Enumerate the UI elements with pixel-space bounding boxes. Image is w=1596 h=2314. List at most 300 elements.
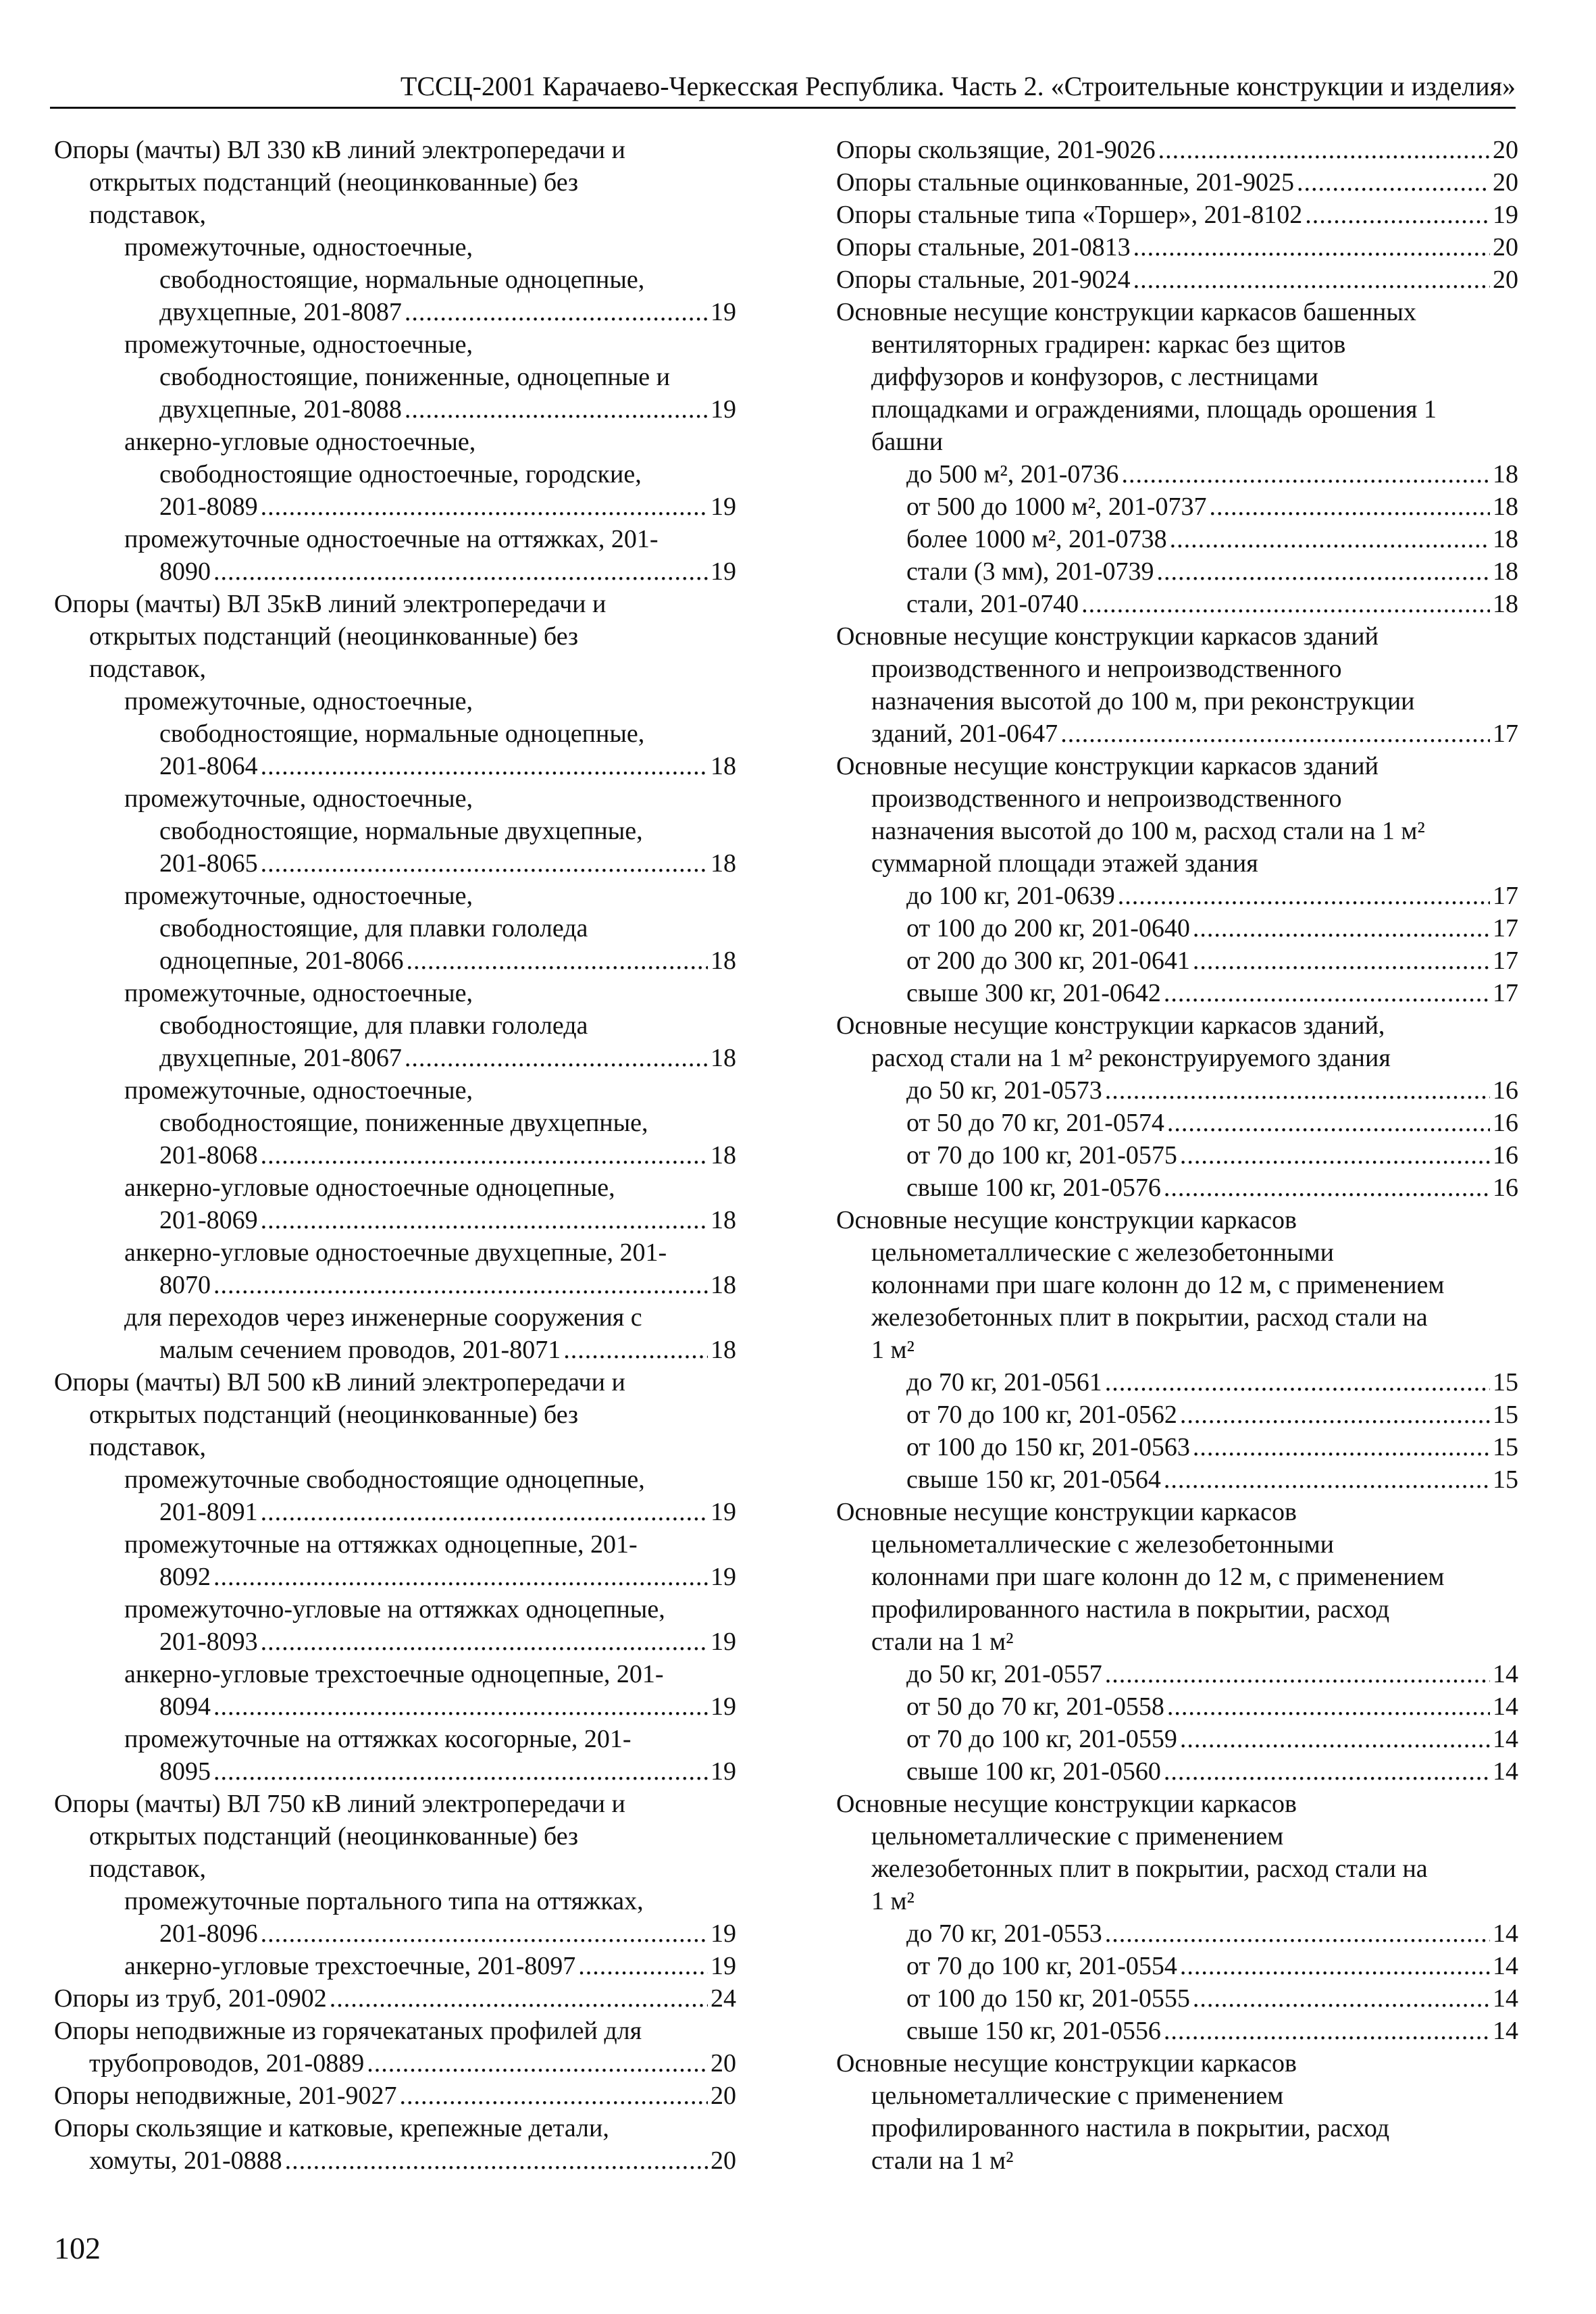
- index-line: [906, 1723, 1518, 1755]
- index-entry-text: цельнометаллические с применением: [871, 1822, 1284, 1851]
- index-entry-text: стали (3 мм), 201-0739: [906, 557, 1154, 586]
- index-line: [159, 847, 736, 880]
- index-entry-text: 8094: [159, 1692, 211, 1721]
- index-line: [89, 1431, 736, 1463]
- index-line: [159, 1917, 736, 1950]
- index-line: [159, 912, 736, 945]
- index-line: [906, 1139, 1518, 1172]
- index-entry-text: промежуточные, одностоечные,: [124, 687, 473, 715]
- index-line: [906, 491, 1518, 523]
- index-line: [906, 1107, 1518, 1139]
- index-entry-text: Опоры неподвижные, 201-9027: [54, 2082, 397, 2110]
- index-entry-text: 201-8093: [159, 1628, 258, 1656]
- index-line: [836, 1496, 1518, 1528]
- index-entry-text: Основные несущие конструкции каркасов зданий,: [836, 1011, 1385, 1040]
- index-entry-text: 8092: [159, 1563, 211, 1591]
- index-page-ref: 19: [711, 1563, 736, 1591]
- index-line: [124, 685, 736, 718]
- index-entry-text: подставок,: [89, 1433, 207, 1461]
- index-entry-text: Опоры скользящие, 201-9026: [836, 136, 1156, 164]
- index-line: [871, 1853, 1518, 1885]
- index-line: [836, 134, 1518, 166]
- dot-leader: [1210, 491, 1490, 523]
- index-line: [124, 1723, 736, 1755]
- dot-leader: [1164, 1463, 1490, 1496]
- index-entry-text: Опоры из труб, 201-0902: [54, 1984, 327, 2013]
- index-line: [906, 1463, 1518, 1496]
- index-entry-text: 8095: [159, 1757, 211, 1786]
- index-entry-text: свыше 300 кг, 201-0642: [906, 979, 1161, 1007]
- dot-leader: [1193, 1982, 1490, 2015]
- index-entry-text: анкерно-угловые одностоечные,: [124, 428, 476, 456]
- dot-leader: [1105, 1366, 1490, 1399]
- index-line: [159, 1042, 736, 1074]
- index-entry-text: Основные несущие конструкции каркасов: [836, 1206, 1297, 1234]
- index-page-ref: 19: [711, 493, 736, 521]
- index-entry-text: от 70 до 100 кг, 201-0554: [906, 1952, 1177, 1980]
- dot-leader: [1060, 718, 1490, 750]
- index-line: [124, 1658, 736, 1690]
- index-entry-text: хомуты, 201-0888: [89, 2146, 282, 2175]
- index-entry-text: от 100 до 200 кг, 201-0640: [906, 914, 1190, 942]
- index-page-ref: 16: [1493, 1141, 1518, 1169]
- index-entry-text: 201-8068: [159, 1141, 258, 1169]
- dot-leader: [1121, 458, 1490, 491]
- index-line: [871, 2144, 1518, 2177]
- dot-leader: [261, 1204, 708, 1236]
- index-page-ref: 17: [1493, 914, 1518, 942]
- dot-leader: [285, 2144, 708, 2177]
- index-entry-text: от 200 до 300 кг, 201-0641: [906, 947, 1190, 975]
- index-line: [836, 166, 1518, 199]
- index-page-ref: 18: [711, 1336, 736, 1364]
- index-page-ref: 19: [711, 1952, 736, 1980]
- dot-leader: [1164, 1172, 1490, 1204]
- index-line: [159, 815, 736, 847]
- index-page-ref: 18: [711, 1044, 736, 1072]
- index-line: [836, 296, 1518, 328]
- dot-leader: [1193, 1431, 1490, 1463]
- index-page-ref: 14: [1493, 1984, 1518, 2013]
- index-entry-text: от 500 до 1000 м², 201-0737: [906, 493, 1207, 521]
- index-line: [159, 1626, 736, 1658]
- index-entry-text: до 70 кг, 201-0553: [906, 1919, 1102, 1948]
- index-entry-text: промежуточные портального типа на оттяжках,: [124, 1887, 644, 1915]
- index-entry-text: до 50 кг, 201-0573: [906, 1076, 1102, 1105]
- index-entry-text: 201-8096: [159, 1919, 258, 1948]
- dot-leader: [213, 1690, 708, 1723]
- index-entry-text: 8070: [159, 1271, 211, 1299]
- index-entry-text: Опоры стальные типа «Торшер», 201-8102: [836, 201, 1303, 229]
- index-entry-text: профилированного настила в покрытии, расход: [871, 1595, 1390, 1624]
- index-line: [124, 1172, 736, 1204]
- index-line: [159, 1204, 736, 1236]
- index-entry-text: подставок,: [89, 201, 207, 229]
- index-entry-text: колоннами при шаге колонн до 12 м, с применением: [871, 1271, 1445, 1299]
- index-line: [159, 296, 736, 328]
- dot-leader: [1193, 912, 1490, 945]
- index-entry-text: Основные несущие конструкции каркасов: [836, 1498, 1297, 1526]
- index-line: [906, 1658, 1518, 1690]
- dot-leader: [367, 2047, 708, 2080]
- index-line: [906, 880, 1518, 912]
- index-entry-text: свободностоящие, нормальные одноцепные,: [159, 720, 645, 748]
- index-line: [54, 134, 736, 166]
- index-page-ref: 20: [1493, 266, 1518, 294]
- index-page-ref: 18: [1493, 493, 1518, 521]
- index-page-ref: 19: [711, 298, 736, 326]
- index-entry-text: Опоры стальные, 201-0813: [836, 233, 1131, 261]
- dot-leader: [1105, 1074, 1490, 1107]
- index-line: [871, 1528, 1518, 1561]
- index-line: [871, 718, 1518, 750]
- index-entry-text: промежуточные одностоечные на оттяжках, 201-: [124, 525, 659, 553]
- index-line: [159, 750, 736, 782]
- index-entry-text: свыше 150 кг, 201-0564: [906, 1465, 1161, 1494]
- index-line: [54, 1788, 736, 1820]
- index-line: [54, 2015, 736, 2047]
- index-line: [124, 1528, 736, 1561]
- index-page-ref: 24: [711, 1984, 736, 2013]
- index-line: [871, 1593, 1518, 1626]
- index-entry-text: свободностоящие, для плавки гололеда: [159, 914, 588, 942]
- index-entry-text: 201-8089: [159, 493, 258, 521]
- index-page-ref: 16: [1493, 1109, 1518, 1137]
- index-entry-text: Основные несущие конструкции каркасов башенных: [836, 298, 1416, 326]
- index-entry-text: Опоры (мачты) ВЛ 500 кВ линий электропередачи и: [54, 1368, 625, 1397]
- index-line: [906, 1982, 1518, 2015]
- index-entry-text: промежуточные на оттяжках одноцепные, 201-: [124, 1530, 638, 1559]
- dot-leader: [1180, 1139, 1490, 1172]
- index-line: [871, 1334, 1518, 1366]
- index-page-ref: 18: [1493, 525, 1518, 553]
- index-line: [124, 1236, 736, 1269]
- index-entry-text: Основные несущие конструкции каркасов зданий: [836, 622, 1379, 651]
- index-entry-text: промежуточные, одностоечные,: [124, 1076, 473, 1105]
- index-column-right: [836, 134, 1518, 2177]
- dot-leader: [1157, 555, 1491, 588]
- index-page-ref: 18: [711, 947, 736, 975]
- index-line: [159, 1755, 736, 1788]
- index-entry-text: промежуточные на оттяжках косогорные, 201-: [124, 1725, 632, 1753]
- dot-leader: [1193, 945, 1490, 977]
- index-line: [124, 1950, 736, 1982]
- index-line: [124, 1074, 736, 1107]
- index-line: [906, 458, 1518, 491]
- index-line: [906, 2015, 1518, 2047]
- index-entry-text: железобетонных плит в покрытии, расход стали на: [871, 1303, 1428, 1332]
- index-entry-text: до 100 кг, 201-0639: [906, 882, 1115, 910]
- dot-leader: [1158, 134, 1490, 166]
- index-line: [836, 231, 1518, 263]
- index-line: [906, 1755, 1518, 1788]
- index-page-ref: 15: [1493, 1433, 1518, 1461]
- index-entry-text: свободностоящие, пониженные двухцепные,: [159, 1109, 648, 1137]
- index-entry-text: до 70 кг, 201-0561: [906, 1368, 1102, 1397]
- index-line: [871, 2112, 1518, 2144]
- index-line: [89, 620, 736, 653]
- index-line: [836, 1009, 1518, 1042]
- index-line: [89, 2047, 736, 2080]
- index-entry-text: трубопроводов, 201-0889: [89, 2049, 365, 2078]
- index-entry-text: диффузоров и конфузоров, с лестницами: [871, 363, 1318, 391]
- index-entry-text: анкерно-угловые трехстоечные одноцепные, 201-: [124, 1660, 664, 1688]
- index-line: [124, 426, 736, 458]
- dot-leader: [261, 1139, 708, 1172]
- index-line: [871, 2080, 1518, 2112]
- index-entry-text: цельнометаллические с применением: [871, 2082, 1284, 2110]
- dot-leader: [1164, 2015, 1490, 2047]
- index-page-ref: 20: [1493, 233, 1518, 261]
- index-entry-text: двухцепные, 201-8088: [159, 395, 402, 424]
- index-entry-text: до 500 м², 201-0736: [906, 460, 1119, 488]
- index-entry-text: профилированного настила в покрытии, расход: [871, 2114, 1390, 2142]
- dot-leader: [1180, 1723, 1490, 1755]
- index-entry-text: башни: [871, 428, 944, 456]
- index-line: [871, 1561, 1518, 1593]
- index-entry-text: Опоры неподвижные из горячекатаных профилей для: [54, 2017, 642, 2045]
- index-entry-text: от 50 до 70 кг, 201-0558: [906, 1692, 1164, 1721]
- index-page-ref: 18: [1493, 590, 1518, 618]
- index-line: [906, 1074, 1518, 1107]
- index-line: [89, 166, 736, 199]
- index-page-ref: 14: [1493, 1952, 1518, 1980]
- index-entry-text: открытых подстанций (неоцинкованные) без: [89, 622, 579, 651]
- page-number: 102: [54, 2231, 101, 2265]
- index-entry-text: промежуточные, одностоечные,: [124, 979, 473, 1007]
- index-line: [159, 491, 736, 523]
- index-entry-text: производственного и непроизводственного: [871, 784, 1342, 813]
- index-page-ref: 18: [711, 752, 736, 780]
- dot-leader: [1305, 199, 1490, 231]
- index-entry-text: одноцепные, 201-8066: [159, 947, 404, 975]
- index-line: [906, 1690, 1518, 1723]
- index-line: [906, 588, 1518, 620]
- index-line: [124, 977, 736, 1009]
- index-page-ref: 18: [711, 1271, 736, 1299]
- index-entry-text: от 70 до 100 кг, 201-0575: [906, 1141, 1177, 1169]
- index-line: [54, 1366, 736, 1399]
- index-page-ref: 19: [711, 1919, 736, 1948]
- index-entry-text: для переходов через инженерные сооружения с: [124, 1303, 642, 1332]
- index-page-ref: 17: [1493, 720, 1518, 748]
- index-entry-text: свыше 100 кг, 201-0560: [906, 1757, 1161, 1786]
- dot-leader: [1297, 166, 1490, 199]
- index-line: [89, 1820, 736, 1853]
- index-page-ref: 19: [711, 1692, 736, 1721]
- index-entry-text: промежуточно-угловые на оттяжках одноцепные,: [124, 1595, 665, 1624]
- index-entry-text: анкерно-угловые трехстоечные, 201-8097: [124, 1952, 576, 1980]
- index-line: [159, 1009, 736, 1042]
- index-entry-text: от 50 до 70 кг, 201-0574: [906, 1109, 1164, 1137]
- dot-leader: [578, 1950, 708, 1982]
- index-line: [159, 945, 736, 977]
- index-line: [871, 1042, 1518, 1074]
- index-line: [89, 1399, 736, 1431]
- index-line: [906, 1366, 1518, 1399]
- dot-leader: [213, 1561, 708, 1593]
- index-line: [124, 1593, 736, 1626]
- index-entry-text: железобетонных плит в покрытии, расход стали на: [871, 1855, 1428, 1883]
- index-entry-text: от 100 до 150 кг, 201-0555: [906, 1984, 1190, 2013]
- dot-leader: [1133, 263, 1490, 296]
- index-line: [54, 2080, 736, 2112]
- index-entry-text: 1 м²: [871, 1887, 915, 1915]
- index-line: [836, 1788, 1518, 1820]
- index-entry-text: 8090: [159, 557, 211, 586]
- index-entry-text: промежуточные свободностоящие одноцепные,: [124, 1465, 645, 1494]
- index-entry-text: анкерно-угловые одностоечные двухцепные, 201-: [124, 1238, 667, 1267]
- index-page-ref: 15: [1493, 1368, 1518, 1397]
- index-entry-text: Опоры скользящие и катковые, крепежные детали,: [54, 2114, 609, 2142]
- index-line: [159, 555, 736, 588]
- dot-leader: [213, 1269, 708, 1301]
- dot-leader: [213, 555, 708, 588]
- dot-leader: [1164, 977, 1490, 1009]
- dot-leader: [330, 1982, 708, 2015]
- index-page-ref: 19: [711, 1498, 736, 1526]
- dot-leader: [261, 491, 708, 523]
- dot-leader: [1167, 1107, 1490, 1139]
- index-page-ref: 19: [711, 557, 736, 586]
- index-line: [89, 653, 736, 685]
- index-line: [159, 1690, 736, 1723]
- dot-leader: [261, 1917, 708, 1950]
- index-line: [124, 880, 736, 912]
- index-page-ref: 16: [1493, 1076, 1518, 1105]
- index-line: [124, 1885, 736, 1917]
- index-entry-text: промежуточные, одностоечные,: [124, 233, 473, 261]
- index-line: [871, 782, 1518, 815]
- dot-leader: [1164, 1755, 1490, 1788]
- index-page-ref: 19: [711, 1757, 736, 1786]
- index-line: [836, 620, 1518, 653]
- index-line: [159, 263, 736, 296]
- index-line: [159, 1334, 736, 1366]
- index-line: [871, 393, 1518, 426]
- index-page-ref: 20: [1493, 136, 1518, 164]
- index-entry-text: площадками и ограждениями, площадь орошения 1: [871, 395, 1437, 424]
- index-entry-text: более 1000 м², 201-0738: [906, 525, 1167, 553]
- index-entry-text: подставок,: [89, 1855, 207, 1883]
- index-line: [906, 1431, 1518, 1463]
- dot-leader: [1167, 1690, 1490, 1723]
- index-entry-text: подставок,: [89, 655, 207, 683]
- dot-leader: [1180, 1399, 1490, 1431]
- index-page-ref: 19: [711, 1628, 736, 1656]
- index-line: [159, 1269, 736, 1301]
- index-line: [836, 750, 1518, 782]
- index-entry-text: промежуточные, одностоечные,: [124, 882, 473, 910]
- index-entry-text: производственного и непроизводственного: [871, 655, 1342, 683]
- index-entry-text: до 50 кг, 201-0557: [906, 1660, 1102, 1688]
- index-line: [89, 199, 736, 231]
- index-entry-text: свободностоящие, нормальные одноцепные,: [159, 266, 645, 294]
- index-line: [871, 1301, 1518, 1334]
- index-page-ref: 18: [1493, 557, 1518, 586]
- index-line: [871, 815, 1518, 847]
- index-entry-text: малым сечением проводов, 201-8071: [159, 1336, 561, 1364]
- index-line: [124, 328, 736, 361]
- index-page-ref: 14: [1493, 1919, 1518, 1948]
- index-line: [159, 1107, 736, 1139]
- index-entry-text: двухцепные, 201-8087: [159, 298, 402, 326]
- index-page-ref: 20: [711, 2049, 736, 2078]
- index-line: [124, 1301, 736, 1334]
- index-page-ref: 14: [1493, 1692, 1518, 1721]
- index-page-ref: 20: [1493, 168, 1518, 197]
- index-line: [906, 912, 1518, 945]
- index-column-left: [54, 134, 736, 2177]
- index-entry-text: открытых подстанций (неоцинкованные) без: [89, 168, 579, 197]
- index-line: [159, 1496, 736, 1528]
- index-page-ref: 18: [711, 1141, 736, 1169]
- index-entry-text: промежуточные, одностоечные,: [124, 330, 473, 359]
- index-line: [906, 1917, 1518, 1950]
- index-entry-text: свыше 150 кг, 201-0556: [906, 2017, 1161, 2045]
- index-entry-text: Основные несущие конструкции каркасов: [836, 1790, 1297, 1818]
- index-page-ref: 14: [1493, 2017, 1518, 2045]
- index-page-ref: 14: [1493, 1660, 1518, 1688]
- index-entry-text: свободностоящие одностоечные, городские,: [159, 460, 642, 488]
- index-entry-text: Опоры (мачты) ВЛ 330 кВ линий электропередачи и: [54, 136, 625, 164]
- index-page-ref: 19: [711, 395, 736, 424]
- index-line: [54, 588, 736, 620]
- index-line: [906, 1950, 1518, 1982]
- index-line: [124, 231, 736, 263]
- index-page-ref: 17: [1493, 979, 1518, 1007]
- index-entry-text: открытых подстанций (неоцинкованные) без: [89, 1822, 579, 1851]
- index-page-ref: 18: [1493, 460, 1518, 488]
- index-entry-text: стали, 201-0740: [906, 590, 1079, 618]
- index-page-ref: 14: [1493, 1757, 1518, 1786]
- index-line: [89, 2144, 736, 2177]
- index-entry-text: анкерно-угловые одностоечные одноцепные,: [124, 1174, 615, 1202]
- index-line: [906, 945, 1518, 977]
- index-line: [871, 361, 1518, 393]
- index-entry-text: 201-8091: [159, 1498, 258, 1526]
- index-line: [871, 328, 1518, 361]
- index-entry-text: колоннами при шаге колонн до 12 м, с применением: [871, 1563, 1445, 1591]
- index-line: [89, 1853, 736, 1885]
- index-entry-text: Основные несущие конструкции каркасов зданий: [836, 752, 1379, 780]
- index-line: [836, 1204, 1518, 1236]
- index-entry-text: от 70 до 100 кг, 201-0562: [906, 1401, 1177, 1429]
- index-line: [906, 1399, 1518, 1431]
- index-entry-text: зданий, 201-0647: [871, 720, 1058, 748]
- dot-leader: [1133, 231, 1490, 263]
- index-line: [159, 361, 736, 393]
- index-page-ref: 15: [1493, 1401, 1518, 1429]
- index-page-ref: 20: [711, 2146, 736, 2175]
- index-line: [54, 2112, 736, 2144]
- dot-leader: [213, 1755, 708, 1788]
- index-entry-text: 201-8065: [159, 849, 258, 878]
- index-entry-text: Опоры (мачты) ВЛ 35кВ линий электропередачи и: [54, 590, 607, 618]
- index-entry-text: от 100 до 150 кг, 201-0563: [906, 1433, 1190, 1461]
- index-line: [871, 1885, 1518, 1917]
- index-entry-text: цельнометаллические с железобетонными: [871, 1238, 1334, 1267]
- index-line: [836, 199, 1518, 231]
- index-entry-text: Опоры стальные оцинкованные, 201-9025: [836, 168, 1295, 197]
- index-line: [871, 685, 1518, 718]
- index-line: [871, 847, 1518, 880]
- index-page-ref: 14: [1493, 1725, 1518, 1753]
- index-entry-text: Опоры стальные, 201-9024: [836, 266, 1131, 294]
- index-line: [836, 2047, 1518, 2080]
- index-line: [871, 426, 1518, 458]
- index-entry-text: свыше 100 кг, 201-0576: [906, 1174, 1161, 1202]
